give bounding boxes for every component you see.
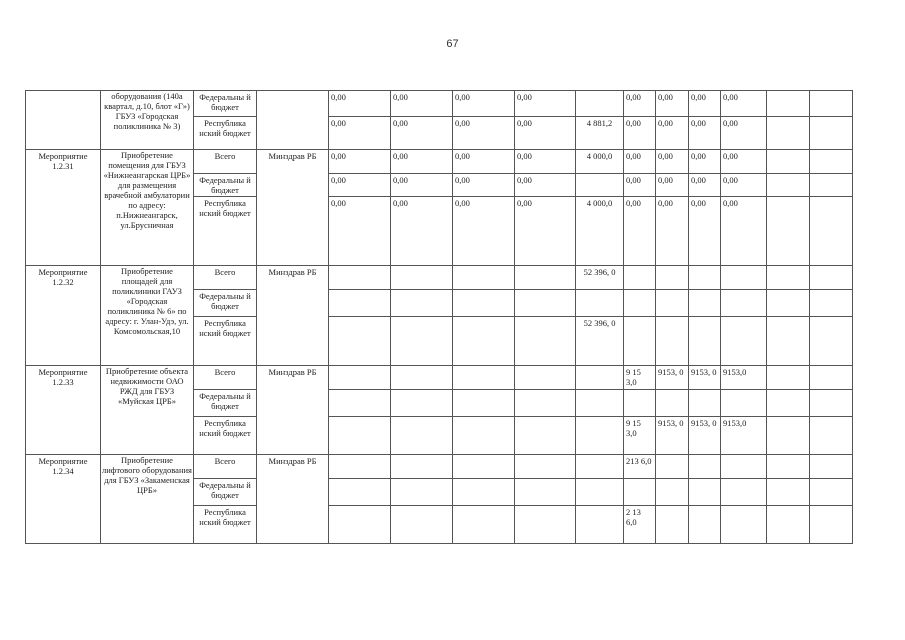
value-cell: 0,00 (689, 91, 721, 117)
value-cell (810, 479, 853, 506)
value-cell (391, 417, 453, 455)
value-cell (767, 174, 810, 197)
value-cell (576, 290, 624, 317)
value-cell (689, 317, 721, 366)
value-cell: 4 881,2 (576, 117, 624, 150)
value-cell (329, 417, 391, 455)
value-cell (810, 317, 853, 366)
table-row (26, 150, 853, 174)
funding-source-cell: Всего (194, 266, 257, 290)
value-cell: 0,00 (453, 150, 515, 174)
value-cell (767, 455, 810, 479)
value-cell (624, 266, 656, 290)
table-row (26, 266, 853, 290)
value-cell (391, 455, 453, 479)
funding-source-cell: Республика нский бюджет (194, 506, 257, 544)
value-cell: 0,00 (453, 91, 515, 117)
value-cell (767, 317, 810, 366)
value-cell (453, 479, 515, 506)
value-cell: 0,00 (624, 150, 656, 174)
value-cell: 0,00 (721, 91, 767, 117)
funding-source-cell: Федеральны й бюджет (194, 479, 257, 506)
value-cell (721, 455, 767, 479)
value-cell: 0,00 (391, 91, 453, 117)
value-cell (810, 417, 853, 455)
value-cell (391, 390, 453, 417)
measure-name-cell: Приобретение площадей для поликлиники ГАУЗ «Городская поликлиника № 6» по адресу: г. Улан-Удэ, ул. Комсомольская,10 (101, 266, 194, 366)
value-cell (515, 266, 576, 290)
value-cell: 9153, 0 (689, 417, 721, 455)
value-cell (624, 290, 656, 317)
funding-source-cell: Республика нский бюджет (194, 317, 257, 366)
value-cell: 0,00 (329, 117, 391, 150)
executor-cell: Минздрав РБ (257, 150, 329, 266)
value-cell (391, 317, 453, 366)
value-cell (329, 317, 391, 366)
value-cell (810, 390, 853, 417)
value-cell (453, 390, 515, 417)
value-cell (576, 174, 624, 197)
value-cell (624, 317, 656, 366)
value-cell (391, 266, 453, 290)
table-row (26, 366, 853, 390)
value-cell (453, 290, 515, 317)
value-cell (689, 390, 721, 417)
value-cell (515, 390, 576, 417)
value-cell: 0,00 (453, 174, 515, 197)
measure-name-cell: оборудования (140а квартал, д.10, блот «Г») ГБУЗ «Городская поликлиника № 3) (101, 91, 194, 150)
value-cell (453, 506, 515, 544)
value-cell: 0,00 (656, 91, 689, 117)
value-cell: 0,00 (689, 197, 721, 266)
value-cell (810, 506, 853, 544)
value-cell: 0,00 (721, 197, 767, 266)
value-cell (515, 455, 576, 479)
value-cell (721, 506, 767, 544)
page-number: 67 (446, 38, 459, 50)
executor-cell: Минздрав РБ (257, 266, 329, 366)
value-cell (329, 479, 391, 506)
value-cell (767, 506, 810, 544)
value-cell (810, 366, 853, 390)
value-cell (624, 390, 656, 417)
value-cell: 9153, 0 (656, 366, 689, 390)
value-cell (453, 417, 515, 455)
event-cell: Мероприятие 1.2.34 (26, 455, 101, 544)
measure-name-cell: Приобретение помещения для ГБУЗ «Нижнеангарская ЦРБ» для размещения врачебной амбулатории по адресу: п.Нижнеангарск, ул.Брусничная (101, 150, 194, 266)
value-cell (515, 317, 576, 366)
value-cell (689, 290, 721, 317)
value-cell: 0,00 (391, 197, 453, 266)
value-cell (515, 417, 576, 455)
value-cell (576, 479, 624, 506)
value-cell (576, 417, 624, 455)
funding-source-cell: Федеральны й бюджет (194, 91, 257, 117)
value-cell (576, 366, 624, 390)
budget-table (25, 90, 853, 544)
funding-source-cell: Федеральны й бюджет (194, 290, 257, 317)
funding-source-cell: Федеральны й бюджет (194, 390, 257, 417)
value-cell (515, 366, 576, 390)
value-cell (721, 317, 767, 366)
value-cell (656, 266, 689, 290)
value-cell (721, 479, 767, 506)
value-cell (656, 390, 689, 417)
event-cell: Мероприятие 1.2.31 (26, 150, 101, 266)
value-cell: 52 396, 0 (576, 266, 624, 290)
value-cell: 0,00 (721, 150, 767, 174)
value-cell (656, 290, 689, 317)
value-cell (391, 290, 453, 317)
value-cell: 0,00 (656, 174, 689, 197)
value-cell (576, 91, 624, 117)
value-cell (329, 366, 391, 390)
value-cell (656, 506, 689, 544)
value-cell (391, 366, 453, 390)
table-body (26, 91, 853, 544)
value-cell: 52 396, 0 (576, 317, 624, 366)
funding-source-cell: Всего (194, 455, 257, 479)
value-cell: 0,00 (689, 117, 721, 150)
value-cell: 9153,0 (721, 366, 767, 390)
value-cell (767, 91, 810, 117)
funding-source-cell: Республика нский бюджет (194, 197, 257, 266)
value-cell (810, 174, 853, 197)
value-cell (453, 317, 515, 366)
value-cell: 0,00 (515, 150, 576, 174)
value-cell: 0,00 (329, 197, 391, 266)
value-cell (767, 479, 810, 506)
value-cell: 0,00 (329, 91, 391, 117)
executor-cell: Минздрав РБ (257, 455, 329, 544)
value-cell (656, 317, 689, 366)
value-cell: 4 000,0 (576, 197, 624, 266)
value-cell (721, 266, 767, 290)
event-cell: Мероприятие 1.2.32 (26, 266, 101, 366)
value-cell (767, 150, 810, 174)
value-cell: 9153,0 (721, 417, 767, 455)
value-cell (624, 479, 656, 506)
value-cell: 9153, 0 (656, 417, 689, 455)
value-cell (576, 506, 624, 544)
value-cell (810, 91, 853, 117)
funding-source-cell: Федеральны й бюджет (194, 174, 257, 197)
value-cell: 0,00 (391, 117, 453, 150)
value-cell (329, 266, 391, 290)
value-cell (767, 390, 810, 417)
value-cell: 0,00 (515, 91, 576, 117)
event-cell: Мероприятие 1.2.33 (26, 366, 101, 455)
value-cell (515, 290, 576, 317)
value-cell (453, 266, 515, 290)
executor-cell (257, 91, 329, 150)
value-cell: 0,00 (453, 117, 515, 150)
value-cell: 0,00 (515, 197, 576, 266)
value-cell (329, 506, 391, 544)
value-cell: 0,00 (391, 150, 453, 174)
event-cell (26, 91, 101, 150)
value-cell (689, 455, 721, 479)
measure-name-cell: Приобретение объекта недвижимости ОАО РЖД для ГБУЗ «Муйская ЦРБ» (101, 366, 194, 455)
funding-source-cell: Всего (194, 366, 257, 390)
value-cell: 213 6,0 (624, 455, 656, 479)
measure-name-cell: Приобретение лифтового оборудования для ГБУЗ «Закаменская ЦРБ» (101, 455, 194, 544)
value-cell (391, 506, 453, 544)
value-cell (767, 290, 810, 317)
value-cell: 4 000,0 (576, 150, 624, 174)
value-cell (721, 390, 767, 417)
value-cell (515, 479, 576, 506)
value-cell (576, 455, 624, 479)
value-cell: 0,00 (721, 117, 767, 150)
value-cell (515, 506, 576, 544)
value-cell: 0,00 (624, 91, 656, 117)
value-cell: 0,00 (329, 174, 391, 197)
value-cell (767, 117, 810, 150)
value-cell (453, 366, 515, 390)
value-cell (767, 197, 810, 266)
table-row (26, 91, 853, 117)
funding-source-cell: Всего (194, 150, 257, 174)
value-cell (329, 455, 391, 479)
value-cell: 0,00 (329, 150, 391, 174)
table-row (26, 455, 853, 479)
value-cell (767, 266, 810, 290)
value-cell (689, 506, 721, 544)
value-cell: 9153, 0 (689, 366, 721, 390)
value-cell (656, 455, 689, 479)
value-cell: 0,00 (453, 197, 515, 266)
value-cell (767, 366, 810, 390)
value-cell: 9 15 3,0 (624, 366, 656, 390)
value-cell (453, 455, 515, 479)
value-cell (810, 290, 853, 317)
value-cell (576, 390, 624, 417)
value-cell (329, 290, 391, 317)
value-cell (329, 390, 391, 417)
value-cell: 0,00 (656, 117, 689, 150)
value-cell (810, 197, 853, 266)
value-cell: 0,00 (689, 150, 721, 174)
value-cell (810, 150, 853, 174)
value-cell (810, 266, 853, 290)
value-cell: 9 15 3,0 (624, 417, 656, 455)
executor-cell: Минздрав РБ (257, 366, 329, 455)
value-cell (810, 455, 853, 479)
value-cell: 0,00 (689, 174, 721, 197)
value-cell (810, 117, 853, 150)
value-cell: 0,00 (515, 117, 576, 150)
value-cell (656, 479, 689, 506)
value-cell: 0,00 (391, 174, 453, 197)
value-cell (721, 290, 767, 317)
value-cell: 0,00 (624, 174, 656, 197)
value-cell: 0,00 (721, 174, 767, 197)
value-cell (689, 266, 721, 290)
value-cell: 0,00 (656, 150, 689, 174)
value-cell (767, 417, 810, 455)
value-cell (391, 479, 453, 506)
value-cell: 0,00 (624, 197, 656, 266)
value-cell: 0,00 (656, 197, 689, 266)
funding-source-cell: Республика нский бюджет (194, 417, 257, 455)
value-cell (689, 479, 721, 506)
value-cell: 0,00 (624, 117, 656, 150)
value-cell: 2 13 6,0 (624, 506, 656, 544)
funding-source-cell: Республика нский бюджет (194, 117, 257, 150)
value-cell: 0,00 (515, 174, 576, 197)
